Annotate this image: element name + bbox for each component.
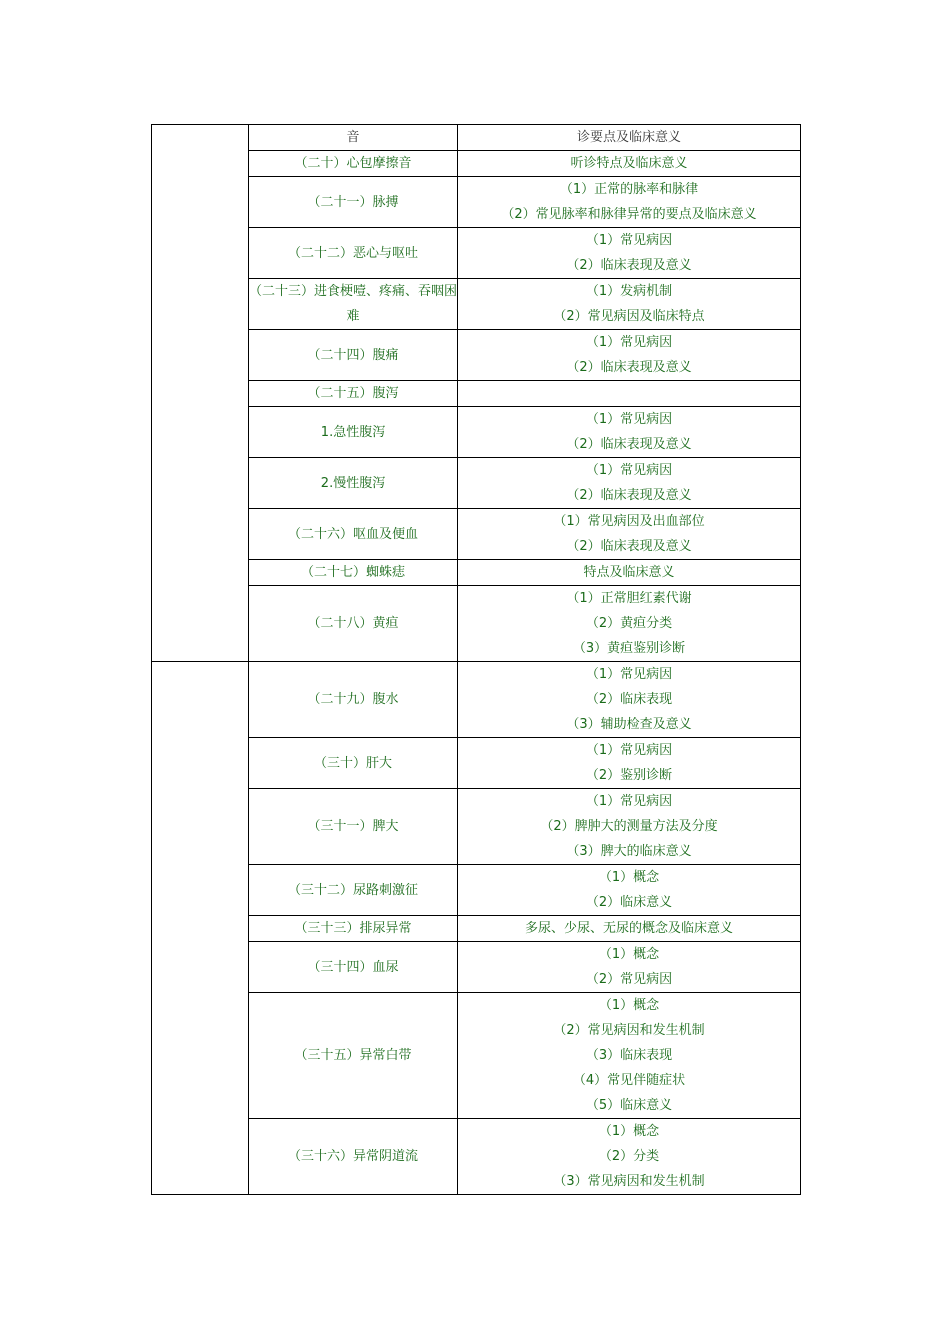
point-line: （2）临床意义: [585, 895, 673, 910]
topic-label: 2.慢性腹泻: [320, 475, 386, 491]
topic-label: 音: [346, 130, 360, 145]
table-row: [152, 228, 801, 279]
category-cell: [152, 662, 249, 1195]
topic-cell: [249, 865, 458, 916]
topic-cell: [249, 151, 458, 177]
point-line: （2）临床表现及意义: [566, 539, 692, 554]
category-cell: [152, 125, 249, 662]
point-line: （1）概念: [598, 947, 660, 962]
topic-label: （二十八）黄疸: [307, 616, 399, 631]
point-line: （1）常见病因: [585, 463, 673, 478]
topic-label: （三十五）异常白带: [294, 1048, 412, 1063]
point-line: （1）常见病因及出血部位: [553, 514, 705, 529]
table-row: [152, 738, 801, 789]
point-line: （1）常见病因: [585, 335, 673, 350]
point-line: 听诊特点及临床意义: [570, 156, 688, 171]
table-row: [152, 177, 801, 228]
topic-cell: [249, 330, 458, 381]
topic-cell: [249, 407, 458, 458]
topic-cell: [249, 381, 458, 407]
points-cell: [458, 586, 801, 662]
table-row: [152, 1119, 801, 1195]
point-line: （1）正常的脉率和脉律: [559, 182, 699, 197]
point-line: （1）常见病因: [585, 233, 673, 248]
points-cell: [458, 560, 801, 586]
topic-label: （二十五）腹泻: [307, 386, 399, 401]
point-line: （2）临床表现: [585, 692, 673, 707]
topic-label: （三十二）尿路刺激征: [287, 882, 418, 898]
points-cell: [458, 125, 801, 151]
point-line: （1）常见病因: [585, 412, 673, 427]
points-cell: [458, 151, 801, 177]
topic-cell: [249, 509, 458, 560]
points-cell: [458, 738, 801, 789]
point-line: （4）常见伴随症状: [572, 1073, 686, 1088]
topic-label: （三十三）排尿异常: [294, 921, 412, 936]
table-row: [152, 662, 801, 738]
topic-cell: [249, 125, 458, 151]
points-cell: [458, 789, 801, 865]
table-row: [152, 125, 801, 151]
topic-label: （二十六）呕血及便血: [287, 526, 418, 542]
table-row: [152, 993, 801, 1119]
point-line: （5）临床意义: [585, 1098, 673, 1113]
topic-cell: [249, 560, 458, 586]
topic-cell: [249, 586, 458, 662]
topic-cell: [249, 916, 458, 942]
points-cell: [458, 942, 801, 993]
point-line: （1）概念: [598, 870, 660, 885]
topic-label: （二十二）恶心与呕吐: [287, 245, 418, 261]
point-line: （2）脾肿大的测量方法及分度: [540, 819, 718, 834]
table-row: [152, 916, 801, 942]
topic-label: （二十七）蜘蛛痣: [300, 565, 405, 580]
point-line: （3）黄疸鉴别诊断: [572, 641, 686, 656]
topic-label: 1.急性腹泻: [320, 424, 386, 440]
point-line: 特点及临床意义: [583, 565, 675, 580]
point-line: （2）常见病因和发生机制: [553, 1023, 705, 1038]
point-line: （3）脾大的临床意义: [566, 844, 692, 859]
table-row: [152, 151, 801, 177]
point-line: （1）发病机制: [585, 284, 673, 299]
point-line: （3）临床表现: [585, 1048, 673, 1063]
points-cell: [458, 458, 801, 509]
topic-cell: [249, 177, 458, 228]
topic-label: （三十一）脾大: [307, 819, 399, 834]
points-cell: [458, 279, 801, 330]
point-line: 多尿、少尿、无尿的概念及临床意义: [524, 921, 733, 936]
point-line: （3）常见病因和发生机制: [553, 1174, 705, 1189]
topic-cell: [249, 458, 458, 509]
points-cell: [458, 1119, 801, 1195]
topic-cell: [249, 942, 458, 993]
point-line: （1）正常胆红素代谢: [566, 591, 692, 606]
table-row: [152, 789, 801, 865]
topic-label: （二十九）腹水: [307, 692, 399, 707]
topic-label: （三十六）异常阴道流: [287, 1149, 418, 1164]
topic-label: （二十一）脉搏: [307, 194, 399, 210]
table-row: [152, 330, 801, 381]
table-row: [152, 586, 801, 662]
topic-cell: [249, 279, 458, 330]
table-row: [152, 865, 801, 916]
points-cell: [458, 916, 801, 942]
point-line: （2）鉴别诊断: [585, 768, 673, 783]
table-row: [152, 407, 801, 458]
points-cell: [458, 662, 801, 738]
topic-cell: [249, 228, 458, 279]
table-row: [152, 458, 801, 509]
syllabus-table-body: [152, 125, 801, 1195]
topic-label: （二十）心包摩擦音: [294, 156, 412, 171]
topic-cell: [249, 662, 458, 738]
point-line: （2）临床表现及意义: [566, 360, 692, 375]
points-cell: [458, 177, 801, 228]
table-row: [152, 381, 801, 407]
points-cell: [458, 509, 801, 560]
point-line: （2）分类: [598, 1149, 660, 1164]
topic-cell: [249, 789, 458, 865]
topic-cell: [249, 738, 458, 789]
point-line: （1）常见病因: [585, 794, 673, 809]
point-line: （3）辅助检查及意义: [566, 717, 692, 732]
point-line: （2）常见脉率和脉律异常的要点及临床意义: [501, 207, 757, 222]
point-line: （1）概念: [598, 1124, 660, 1139]
point-line: （2）临床表现及意义: [566, 488, 692, 503]
topic-label: （三十四）血尿: [307, 959, 399, 975]
table-row: [152, 509, 801, 560]
points-cell: [458, 228, 801, 279]
table-row: [152, 279, 801, 330]
point-line: 诊要点及临床意义: [576, 130, 681, 145]
point-line: （2）常见病因及临床特点: [553, 309, 705, 324]
points-cell: [458, 330, 801, 381]
point-line: （2）临床表现及意义: [566, 258, 692, 273]
point-line: （1）概念: [598, 998, 660, 1013]
topic-label: （二十三）进食梗噎、疼痛、吞咽困难: [249, 284, 458, 324]
point-line: （2）临床表现及意义: [566, 437, 692, 452]
point-line: （1）常见病因: [585, 667, 673, 682]
table-row: [152, 560, 801, 586]
syllabus-table: [151, 124, 801, 1195]
points-cell: [458, 993, 801, 1119]
table-row: [152, 942, 801, 993]
points-cell: [458, 381, 801, 407]
topic-label: （二十四）腹痛: [307, 347, 399, 363]
point-line: （2）黄疸分类: [585, 616, 673, 631]
points-cell: [458, 407, 801, 458]
point-line: （2）常见病因: [585, 972, 673, 987]
point-line: （1）常见病因: [585, 743, 673, 758]
topic-label: （三十）肝大: [313, 755, 392, 771]
topic-cell: [249, 993, 458, 1119]
topic-cell: [249, 1119, 458, 1195]
points-cell: [458, 865, 801, 916]
